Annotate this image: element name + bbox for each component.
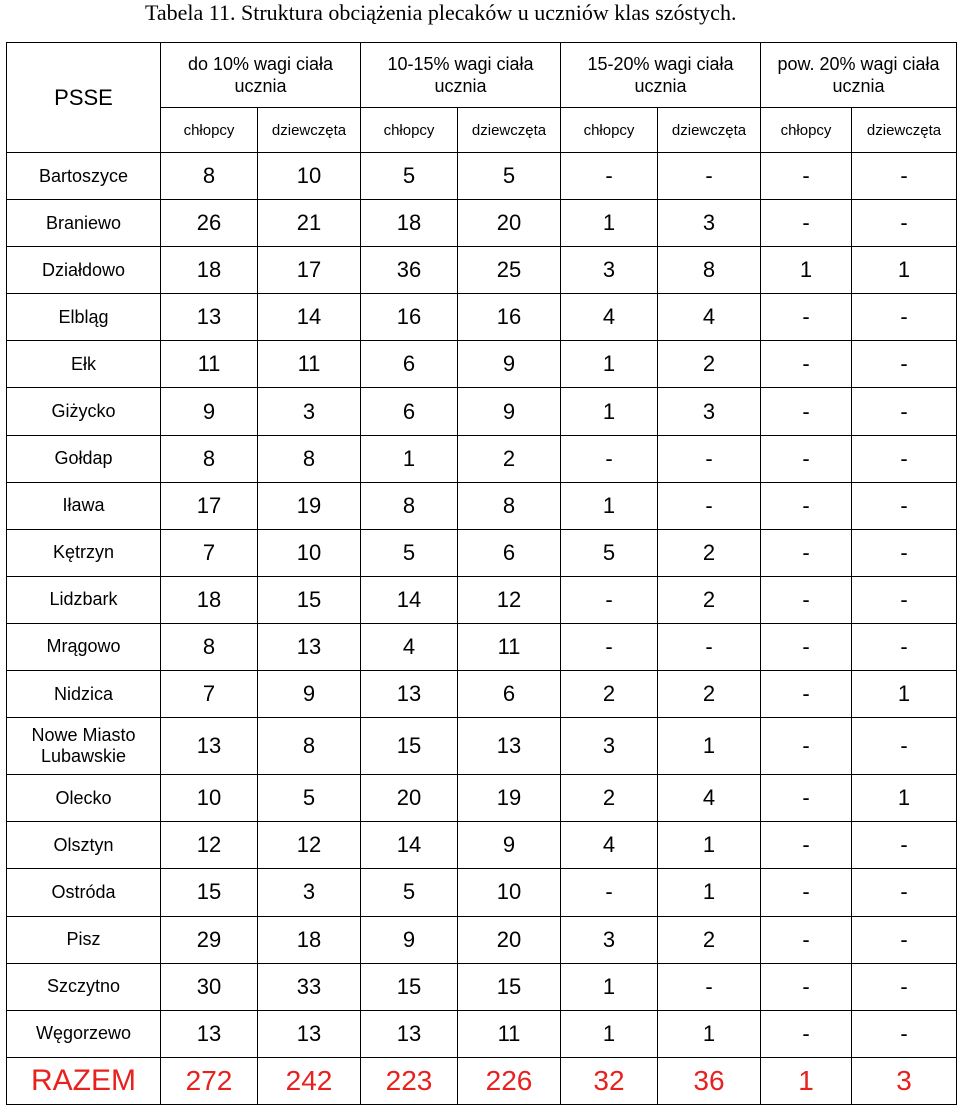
table-row (7, 576, 957, 623)
value-cell: 8 (458, 482, 561, 529)
total-cell: 3 (852, 1057, 957, 1104)
psse-name: Bartoszyce (7, 153, 161, 200)
value-cell: 20 (361, 775, 458, 822)
value-cell: - (852, 822, 957, 869)
table-row (7, 623, 957, 670)
sub-header: dziewczęta (258, 108, 361, 153)
value-cell: 12 (258, 822, 361, 869)
value-cell: 5 (361, 529, 458, 576)
value-cell: 2 (658, 576, 761, 623)
value-cell: - (852, 718, 957, 775)
table-row (7, 718, 957, 775)
value-cell: 1 (658, 822, 761, 869)
value-cell: 2 (561, 775, 658, 822)
value-cell: 16 (458, 294, 561, 341)
value-cell: 10 (161, 775, 258, 822)
value-cell: 10 (458, 869, 561, 916)
value-cell: 8 (161, 153, 258, 200)
value-cell: 13 (161, 294, 258, 341)
total-row (7, 1057, 957, 1104)
total-cell: 223 (361, 1057, 458, 1104)
value-cell: 14 (258, 294, 361, 341)
value-cell: - (658, 435, 761, 482)
value-cell: - (761, 963, 852, 1010)
table-row (7, 388, 957, 435)
value-cell: 19 (258, 482, 361, 529)
value-cell: 1 (852, 247, 957, 294)
sub-header: chłopcy (761, 108, 852, 153)
table-row (7, 916, 957, 963)
psse-header: PSSE (7, 43, 161, 153)
value-cell: 13 (258, 1010, 361, 1057)
sub-header: chłopcy (161, 108, 258, 153)
psse-name: Kętrzyn (7, 529, 161, 576)
value-cell: 12 (161, 822, 258, 869)
group-header: 15-20% wagi ciała ucznia (561, 43, 761, 108)
value-cell: 9 (458, 388, 561, 435)
value-cell: 15 (361, 718, 458, 775)
value-cell: - (658, 482, 761, 529)
value-cell: 3 (258, 869, 361, 916)
value-cell: - (852, 482, 957, 529)
psse-name: Lidzbark (7, 576, 161, 623)
psse-name: Elbląg (7, 294, 161, 341)
value-cell: - (561, 623, 658, 670)
value-cell: 18 (258, 916, 361, 963)
total-cell: 226 (458, 1057, 561, 1104)
value-cell: - (658, 963, 761, 1010)
value-cell: 5 (458, 153, 561, 200)
value-cell: 4 (561, 294, 658, 341)
value-cell: - (852, 963, 957, 1010)
table-row (7, 482, 957, 529)
value-cell: - (852, 1010, 957, 1057)
psse-name: Olsztyn (7, 822, 161, 869)
value-cell: 18 (161, 576, 258, 623)
value-cell: - (658, 623, 761, 670)
psse-name: Węgorzewo (7, 1010, 161, 1057)
value-cell: 1 (761, 247, 852, 294)
table-row (7, 435, 957, 482)
total-cell: 242 (258, 1057, 361, 1104)
value-cell: - (852, 153, 957, 200)
table-row (7, 822, 957, 869)
value-cell: - (761, 294, 852, 341)
value-cell: 13 (458, 718, 561, 775)
value-cell: 3 (258, 388, 361, 435)
value-cell: 5 (361, 153, 458, 200)
value-cell: 4 (361, 623, 458, 670)
psse-name: Mrągowo (7, 623, 161, 670)
value-cell: - (761, 435, 852, 482)
psse-name: Nidzica (7, 671, 161, 718)
value-cell: 13 (258, 623, 361, 670)
total-cell: 36 (658, 1057, 761, 1104)
table-row (7, 963, 957, 1010)
value-cell: - (761, 671, 852, 718)
value-cell: - (852, 576, 957, 623)
table-row (7, 341, 957, 388)
psse-name: Iława (7, 482, 161, 529)
value-cell: 12 (458, 576, 561, 623)
value-cell: - (852, 916, 957, 963)
value-cell: 33 (258, 963, 361, 1010)
value-cell: - (761, 576, 852, 623)
value-cell: 25 (458, 247, 561, 294)
sub-header: chłopcy (361, 108, 458, 153)
value-cell: 10 (258, 529, 361, 576)
value-cell: - (761, 1010, 852, 1057)
group-header: 10-15% wagi ciała ucznia (361, 43, 561, 108)
table-row (7, 200, 957, 247)
value-cell: - (761, 916, 852, 963)
value-cell: 18 (361, 200, 458, 247)
table-body (7, 153, 957, 1105)
value-cell: 2 (458, 435, 561, 482)
value-cell: - (761, 718, 852, 775)
value-cell: 26 (161, 200, 258, 247)
value-cell: 6 (458, 529, 561, 576)
value-cell: 9 (258, 671, 361, 718)
value-cell: - (852, 200, 957, 247)
psse-name: Olecko (7, 775, 161, 822)
value-cell: 1 (658, 718, 761, 775)
value-cell: 13 (361, 1010, 458, 1057)
value-cell: - (561, 576, 658, 623)
value-cell: 15 (258, 576, 361, 623)
value-cell: 36 (361, 247, 458, 294)
value-cell: 15 (458, 963, 561, 1010)
value-cell: - (852, 529, 957, 576)
value-cell: 2 (658, 671, 761, 718)
value-cell: 8 (161, 623, 258, 670)
group-header: do 10% wagi ciała ucznia (161, 43, 361, 108)
value-cell: 3 (561, 718, 658, 775)
value-cell: 6 (361, 341, 458, 388)
value-cell: 7 (161, 671, 258, 718)
value-cell: - (761, 482, 852, 529)
value-cell: 11 (161, 341, 258, 388)
sub-header: chłopcy (561, 108, 658, 153)
value-cell: 20 (458, 200, 561, 247)
value-cell: 11 (458, 623, 561, 670)
value-cell: 1 (658, 869, 761, 916)
value-cell: 19 (458, 775, 561, 822)
table-row (7, 247, 957, 294)
value-cell: 2 (658, 916, 761, 963)
header-group-row (7, 43, 957, 108)
value-cell: 3 (658, 388, 761, 435)
value-cell: 14 (361, 822, 458, 869)
value-cell: 9 (161, 388, 258, 435)
total-cell: 32 (561, 1057, 658, 1104)
sub-header: dziewczęta (658, 108, 761, 153)
value-cell: 8 (361, 482, 458, 529)
value-cell: 1 (561, 200, 658, 247)
value-cell: 8 (258, 435, 361, 482)
psse-name: Pisz (7, 916, 161, 963)
value-cell: - (761, 341, 852, 388)
value-cell: - (852, 294, 957, 341)
value-cell: 18 (161, 247, 258, 294)
value-cell: 1 (561, 341, 658, 388)
value-cell: 1 (561, 963, 658, 1010)
value-cell: - (658, 153, 761, 200)
value-cell: 2 (658, 529, 761, 576)
value-cell: - (561, 869, 658, 916)
table-row (7, 153, 957, 200)
value-cell: 1 (561, 388, 658, 435)
value-cell: 10 (258, 153, 361, 200)
value-cell: - (561, 435, 658, 482)
value-cell: 9 (458, 341, 561, 388)
value-cell: 1 (658, 1010, 761, 1057)
value-cell: 6 (458, 671, 561, 718)
value-cell: - (761, 623, 852, 670)
psse-name: Działdowo (7, 247, 161, 294)
sub-header: dziewczęta (458, 108, 561, 153)
group-header: pow. 20% wagi ciała ucznia (761, 43, 957, 108)
value-cell: 2 (561, 671, 658, 718)
value-cell: 5 (361, 869, 458, 916)
psse-name: Giżycko (7, 388, 161, 435)
value-cell: - (852, 341, 957, 388)
value-cell: 1 (852, 671, 957, 718)
value-cell: - (852, 435, 957, 482)
value-cell: 3 (561, 916, 658, 963)
value-cell: 3 (561, 247, 658, 294)
total-label: RAZEM (7, 1057, 161, 1104)
value-cell: 13 (361, 671, 458, 718)
value-cell: 9 (361, 916, 458, 963)
sub-header: dziewczęta (852, 108, 957, 153)
psse-name: Szczytno (7, 963, 161, 1010)
value-cell: 8 (258, 718, 361, 775)
value-cell: 9 (458, 822, 561, 869)
value-cell: 16 (361, 294, 458, 341)
value-cell: 4 (658, 775, 761, 822)
value-cell: 5 (561, 529, 658, 576)
psse-name: Braniewo (7, 200, 161, 247)
value-cell: 1 (852, 775, 957, 822)
value-cell: 7 (161, 529, 258, 576)
value-cell: - (761, 529, 852, 576)
value-cell: 8 (658, 247, 761, 294)
value-cell: - (761, 822, 852, 869)
table-row (7, 1010, 957, 1057)
value-cell: 29 (161, 916, 258, 963)
psse-name: Ełk (7, 341, 161, 388)
value-cell: - (852, 623, 957, 670)
table-row (7, 775, 957, 822)
value-cell: 20 (458, 916, 561, 963)
value-cell: 14 (361, 576, 458, 623)
value-cell: - (761, 775, 852, 822)
value-cell: 8 (161, 435, 258, 482)
value-cell: 15 (361, 963, 458, 1010)
value-cell: - (561, 153, 658, 200)
value-cell: 5 (258, 775, 361, 822)
value-cell: 11 (458, 1010, 561, 1057)
backpack-load-table (6, 42, 957, 1105)
value-cell: 6 (361, 388, 458, 435)
value-cell: 21 (258, 200, 361, 247)
value-cell: 13 (161, 1010, 258, 1057)
value-cell: 13 (161, 718, 258, 775)
value-cell: - (761, 388, 852, 435)
table-row (7, 671, 957, 718)
value-cell: 3 (658, 200, 761, 247)
value-cell: 15 (161, 869, 258, 916)
psse-name: Gołdap (7, 435, 161, 482)
psse-name: Ostróda (7, 869, 161, 916)
table-row (7, 529, 957, 576)
value-cell: 1 (561, 1010, 658, 1057)
value-cell: 1 (561, 482, 658, 529)
table-row (7, 294, 957, 341)
value-cell: - (852, 388, 957, 435)
value-cell: 4 (561, 822, 658, 869)
value-cell: 17 (258, 247, 361, 294)
value-cell: 1 (361, 435, 458, 482)
value-cell: 17 (161, 482, 258, 529)
total-cell: 272 (161, 1057, 258, 1104)
value-cell: - (761, 153, 852, 200)
value-cell: 11 (258, 341, 361, 388)
psse-name: Nowe Miasto Lubawskie (7, 718, 161, 775)
value-cell: - (761, 869, 852, 916)
table-row (7, 869, 957, 916)
total-cell: 1 (761, 1057, 852, 1104)
value-cell: 30 (161, 963, 258, 1010)
table-caption: Tabela 11. Struktura obciążenia plecaków u uczniów klas szóstych. (145, 0, 737, 25)
value-cell: - (852, 869, 957, 916)
value-cell: - (761, 200, 852, 247)
value-cell: 4 (658, 294, 761, 341)
value-cell: 2 (658, 341, 761, 388)
